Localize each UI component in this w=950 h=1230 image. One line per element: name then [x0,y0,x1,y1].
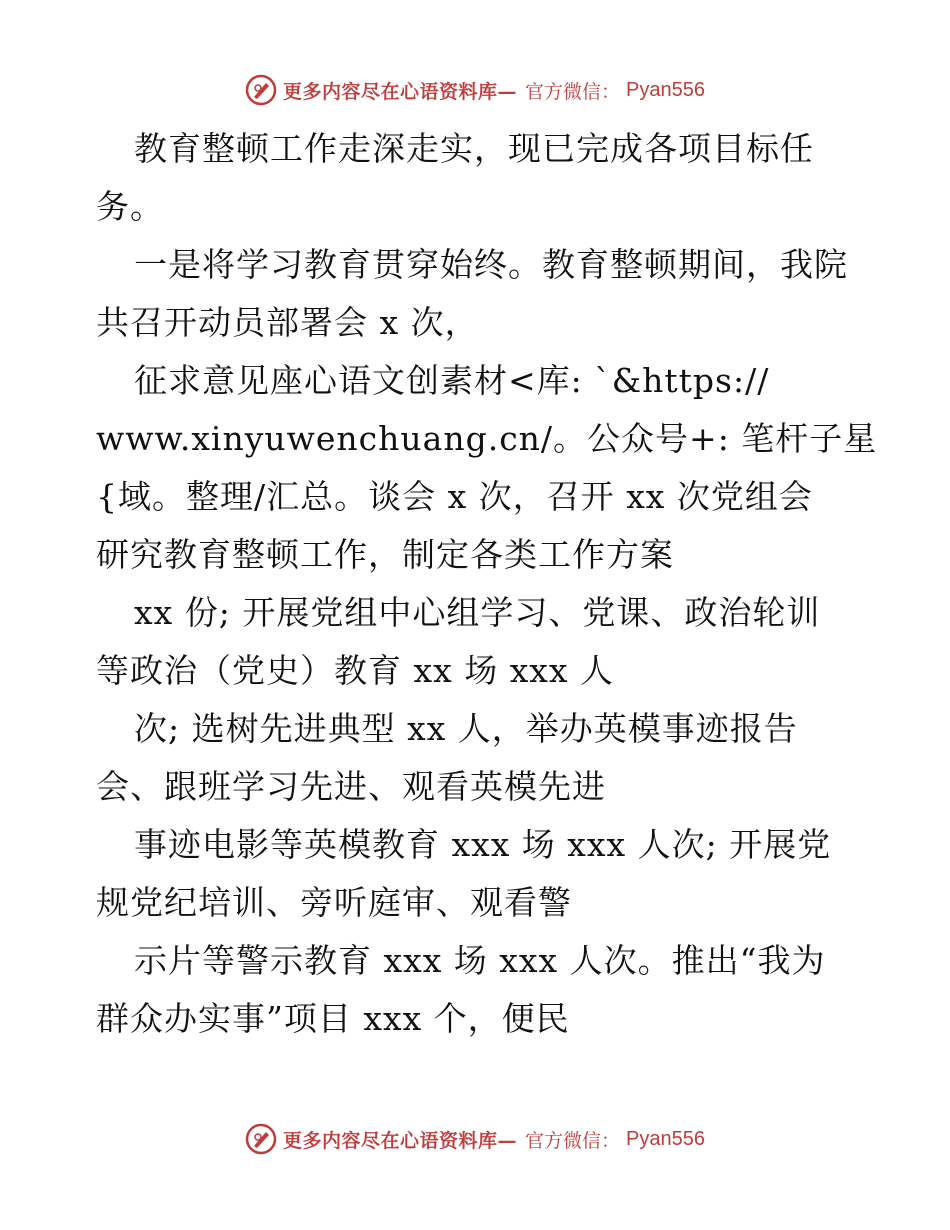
quill-logo-icon [245,74,277,106]
footer-banner-text: 更多内容尽在心语资料库— [283,1129,518,1152]
body-line: 征求意见座心语文创素材<库: `&https:// [134,361,770,400]
footer-wechat-id: Pyan556 [626,1127,705,1150]
body-line: 事迹电影等英模教育 xxx 场 xxx 人次; 开展党 [134,825,832,864]
header-banner [0,70,950,110]
header-banner-text: 更多内容尽在心语资料库— [283,80,518,103]
body-line: {域。整理/汇总。谈会 x 次，召开 xx 次党组会 [96,477,813,516]
body-line: 次; 选树先进典型 xx 人，举办英模事迹报告 [134,709,798,748]
body-line: 研究教育整顿工作，制定各类工作方案 [96,535,674,574]
body-line: 规党纪培训、旁听庭审、观看警 [96,883,572,922]
body-line: www.xinyuwenchuang.cn/。公众号+: 笔杆子星 [96,419,878,458]
body-line: 会、跟班学习先进、观看英模先进 [96,767,606,806]
footer-banner [0,1119,950,1159]
body-line: 共召开动员部署会 x 次， [96,303,479,342]
body-line: 等政治（党史）教育 xx 场 xxx 人 [96,651,615,690]
footer-wechat-label: 官方微信： [525,1129,621,1152]
body-line: 群众办实事”项目 xxx 个，便民 [96,999,570,1038]
document-body [96,120,878,1048]
body-line: xx 份; 开展党组中心组学习、党课、政治轮训 [134,593,821,632]
header-wechat-label: 官方微信： [525,80,621,103]
body-line: 教育整顿工作走深走实，现已完成各项目标任 [134,129,814,168]
body-line: 一是将学习教育贯穿始终。教育整顿期间，我院 [134,245,848,284]
body-line: 务。 [96,187,164,226]
body-line: 示片等警示教育 xxx 场 xxx 人次。推出“我为 [134,941,826,980]
quill-logo-icon [245,1123,277,1155]
header-wechat-id: Pyan556 [626,78,705,101]
